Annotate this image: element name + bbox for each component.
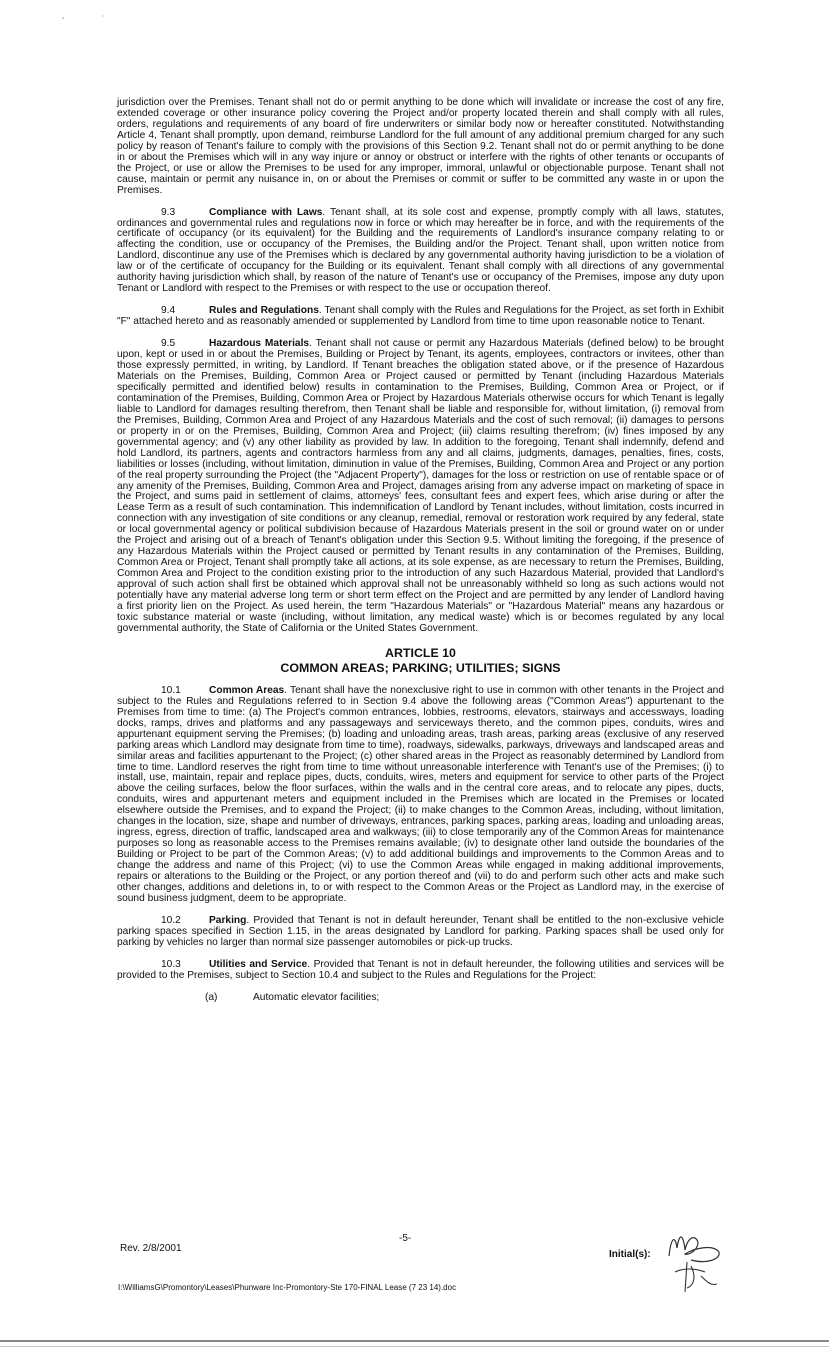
section-number: 10.3 bbox=[161, 958, 181, 970]
section-number: 10.1 bbox=[161, 684, 181, 696]
section-text: . Tenant shall have the nonexclusive right to use in common with other tenants in the Project and subject to the Rules and Regulations referred to in Section 9.4 above the following areas ("Common Areas") appurtenant to the Premises from time to time: (a) The Project's common entrances, lobbies, restrooms, elevators, stairways and accessways, loading docks, ramps, drives and platforms and any passageways and serviceways thereto, and the common pipes, conduits, wires and appurtenant equipment serving the Premises; (b) loading and unloading areas, trash areas, parking areas (exclusive of any reserved parking areas which Landlord may designate from time to time), roadways, sidewalks, parkways, driveways and landscaped areas and similar areas and facilities appurtenant to the Project; (c) other shared areas in the Project as reasonably determined by Landlord from time to time. Landlord reserves the right from time to time without unreasonable interference with Tenant's use of the Premises; (i) to install, use, maintain, repair and replace pipes, ducts, conduits, wires, meters and equipment for service to other parts of the Project above the ceiling surfaces, below the floor surfaces, within the walls and in the central core areas, and to relocate any pipes, ducts, conduits, wires and appurtenant meters and equipment included in the Premises which are located in the Premises or located elsewhere outside the Premises, and to expand the Project; (ii) to make changes to the Common Areas, including, without limitation, changes in the location, size, shape and number of driveways, entrances, parking spaces, parking areas, loading and unloading areas, ingress, egress, direction of traffic, landscaped area and walkways; (iii) to close temporarily any of the Common Areas for maintenance purposes so long as reasonable access to the Premises remains available; (iv) to designate other land outside the boundaries of the Building or Project to be part of the Common Areas; (v) to add additional buildings and improvements to the Common Areas and to change the address and name of this Project; (vi) to use the Common Areas while engaged in making additional improvements, repairs or alterations to the Building or the Project, or any portion thereof and (vii) to do and perform such other acts and make such other changes, additions and deletions in, to or with respect to the Common Areas or the Project as Landlord may, in the exercise of sound business judgment, deem to be appropriate. bbox=[117, 684, 724, 904]
article-title: ARTICLE 10 bbox=[385, 645, 456, 660]
section-text: . Tenant shall, at its sole cost and expense, promptly comply with all laws, statutes, ordinances and governmental rules and regulations now in force or which may hereafter be in force, and with the requirements of the certificate of occupancy (or its equivalent) for the Building and the requirements of Landlord's insurance company relating to or affecting the condition, use or occupancy of the Premises, the Building and/or the Project. Tenant shall, upon written notice from Landlord, discontinue any use of the Premises which is declared by any governmental authority having jurisdiction to be a violation of law or of the certificate of occupancy for the Building or its equivalent. Tenant shall comply with all directions of any governmental authority having jurisdiction which shall, by reason of the nature of Tenant's use or occupancy of the Premises, impose any duty upon Tenant or Landlord with respect to the Premises or with respect to the use or occupation thereof. bbox=[117, 206, 724, 295]
section-10-2 bbox=[117, 916, 724, 949]
list-item-text: Automatic elevator facilities; bbox=[253, 991, 380, 1003]
section-9-3 bbox=[117, 208, 724, 296]
section-number: 9.3 bbox=[161, 206, 176, 218]
section-number: 9.5 bbox=[161, 338, 176, 350]
scan-edge-line bbox=[0, 1340, 829, 1342]
page-number: -5- bbox=[399, 1233, 412, 1244]
section-9-5 bbox=[117, 339, 724, 635]
list-item-a bbox=[205, 993, 724, 1004]
section-10-3 bbox=[117, 960, 724, 982]
scan-specks bbox=[60, 14, 110, 22]
article-heading bbox=[117, 646, 724, 676]
paragraph-9-2-continued: jurisdiction over the Premises. Tenant shall not do or permit anything to be done which will invalidate or increase the cost of any fire, extended coverage or other insurance policy covering the Project and/or property located therein and shall comply with all rules, orders, regulations and requirements of any board of fire underwriters or similar body now or hereafter constituted. Notwithstanding Article 4, Tenant shall promptly, upon demand, reimburse Landlord for the full amount of any additional premium charged for any such policy by reason of Tenant's failure to comply with the provisions of this Section 9.2. Tenant shall not do or permit anything to be done in or about the Premises which will in any way injure or annoy or obstruct or interfere with the rights of other tenants or occupants of the Project, or use or allow the Premises to be used for any improper, immoral, unlawful or objectionable purpose. Tenant shall not cause, maintain or permit any nuisance in, on or about the Premises or commit or suffer to be committed any waste in or upon the Premises. bbox=[117, 97, 724, 196]
section-heading: Rules and Regulations bbox=[209, 305, 319, 317]
revision-date: Rev. 2/8/2001 bbox=[120, 1243, 182, 1254]
section-10-1 bbox=[117, 686, 724, 905]
section-heading: Parking bbox=[209, 914, 247, 926]
initials-label: Initial(s): bbox=[609, 1249, 651, 1260]
section-text: . Provided that Tenant is not in default hereunder, Tenant shall be entitled to the non-exclusive vehicle parking spaces specified in Section 1.15, in the areas designated by Landlord for parking. Parking spaces shall be used only for parking by vehicles no larger than normal size passenger automobiles or pick-up trucks. bbox=[117, 914, 724, 948]
section-9-4 bbox=[117, 306, 724, 328]
section-text: . Tenant shall comply with the Rules and Regulations for the Project, as set forth in Exhibit "F" attached hereto and as reasonably amended or supplemented by Landlord from time to time upon reasonable notice to Tenant. bbox=[117, 305, 724, 328]
file-path: I:\WilliamsG\Promontory\Leases\Phunware Inc-Promontory-Ste 170-FINAL Lease (7 23 14).doc bbox=[118, 1283, 457, 1292]
section-heading: Hazardous Materials bbox=[209, 338, 310, 350]
section-heading: Common Areas bbox=[209, 684, 285, 696]
scan-edge-line-faint bbox=[0, 1346, 829, 1347]
section-heading: Utilities and Service bbox=[209, 958, 308, 970]
lease-body bbox=[117, 98, 724, 1004]
section-heading: Compliance with Laws bbox=[209, 206, 323, 218]
article-subtitle: COMMON AREAS; PARKING; UTILITIES; SIGNS bbox=[280, 660, 561, 675]
initials-signature bbox=[661, 1226, 723, 1294]
section-text: . Tenant shall not cause or permit any Hazardous Materials (defined below) to be brought upon, kept or used in or about the Premises, Building or Project by Tenant, its agents, employees, contractors or invitees, other than those expressly permitted, in writing, by Landlord. If Tenant breaches the obligation stated above, or if the presence of Hazardous Materials on the Premises, Building, Common Area or Project caused or permitted by Tenant (including Hazardous Materials specifically permitted and identified below) results in contamination to the Premises, Building, Common Area or Project, or if contamination of the Premises, Building, Common Area or Project by Hazardous Materials otherwise occurs for which Tenant is legally liable to Landlord for damages resulting therefrom, then Tenant shall be liable and responsible for, without limitation, (i) removal from the Premises, Building, Common Area and Project of any Hazardous Materials and the cost of such removal; (ii) damages to persons or property in or on the Premises, Building, Common Area and Project; (iii) claims resulting therefrom; (iv) fines imposed by any governmental agency; and (v) any other liability as provided by law. In addition to the foregoing, Tenant shall indemnify, defend and hold Landlord, its partners, agents and contractors harmless from any and all claims, judgments, damages, penalties, fines, costs, liabilities or losses (including, without limitation, diminution in value of the Premises, Building, Common Area and Project or any portion of the real property surrounding the Project (the "Adjacent Property"), damages for the loss or restriction on use of rentable space or of any amenity of the Premises, Building, Common Area and Project, damages arising from any adverse impact on marketing of space in the Project, and sums paid in settlement of claims, attorneys' fees, consultant fees and expert fees, which arise during or after the Lease Term as a result of such contamination. This indemnification of Landlord by Tenant includes, without limitation, costs incurred in connection with any investigation of site conditions or any cleanup, remedial, removal or restoration work required by any federal, state or local governmental agency or political subdivision because of Hazardous Materials present in the soil or ground water on or under the Project and arising out of a breach of Tenant's obligation under this Section 9.5. Without limiting the foregoing, if the presence of any Hazardous Materials within the Project caused or permitted by Tenant results in any contamination of the Premises, Building, Common Area or Project, Tenant shall promptly take all actions, at its sole expense, as are necessary to return the Premises, Building, Common Area and Project to the condition existing prior to the introduction of any such Hazardous Material, provided that Landlord's approval of such action shall first be obtained which approval shall not be unreasonably withheld so long as such actions would not potentially have any material adverse long term or short term effect on the Project and are permitted by any lender of Landlord having a first priority lien on the Project. As used herein, the term "Hazardous Materials" or "Hazardous Material" means any hazardous or toxic substance material or waste (including, without limitation, any medical waste) which is or becomes regulated by any local governmental authority, the State of California or the United States Government. bbox=[117, 338, 724, 634]
section-number: 10.2 bbox=[161, 914, 181, 926]
section-number: 9.4 bbox=[161, 305, 176, 317]
list-item-label: (a) bbox=[205, 991, 218, 1003]
section-text: . Provided that Tenant is not in default hereunder, the following utilities and services will be provided to the Premises, subject to Section 10.4 and subject to the Rules and Regulations for the Project: bbox=[117, 958, 725, 981]
